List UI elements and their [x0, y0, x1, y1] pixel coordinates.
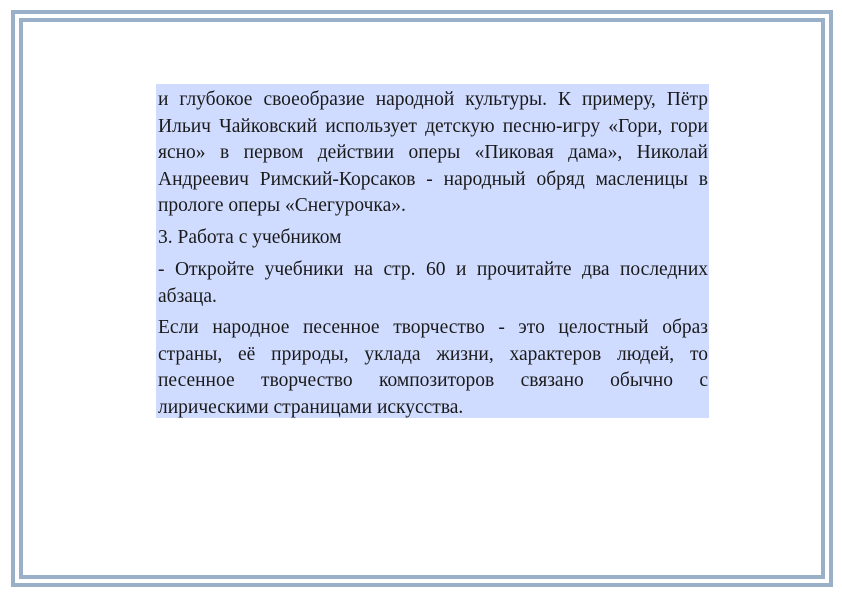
paragraph-folk-song-creativity: Если народное песенное творчество - это целостный образ страны, её природы, уклада жизни, характеров людей, то песенное творчество композиторов связано обычно с лирическими страницами искусства. [158, 317, 708, 418]
paragraph-open-textbooks: - Откройте учебники на стр. 60 и прочитайте два последних абзаца. [158, 259, 708, 307]
paragraph-textbook-heading: 3. Работа с учебником [158, 226, 342, 248]
paragraph-culture-examples: и глубокое своеобразие народной культуры. К примеру, Пётр Ильич Чайковский использует детскую песню-игру «Гори, гори ясно» в первом действии оперы «Пиковая дама», Николай Андреевич Римский-Корсаков - народный обряд масленицы в прологе оперы «Снегурочка». [158, 89, 708, 216]
text-content-block [156, 84, 709, 418]
